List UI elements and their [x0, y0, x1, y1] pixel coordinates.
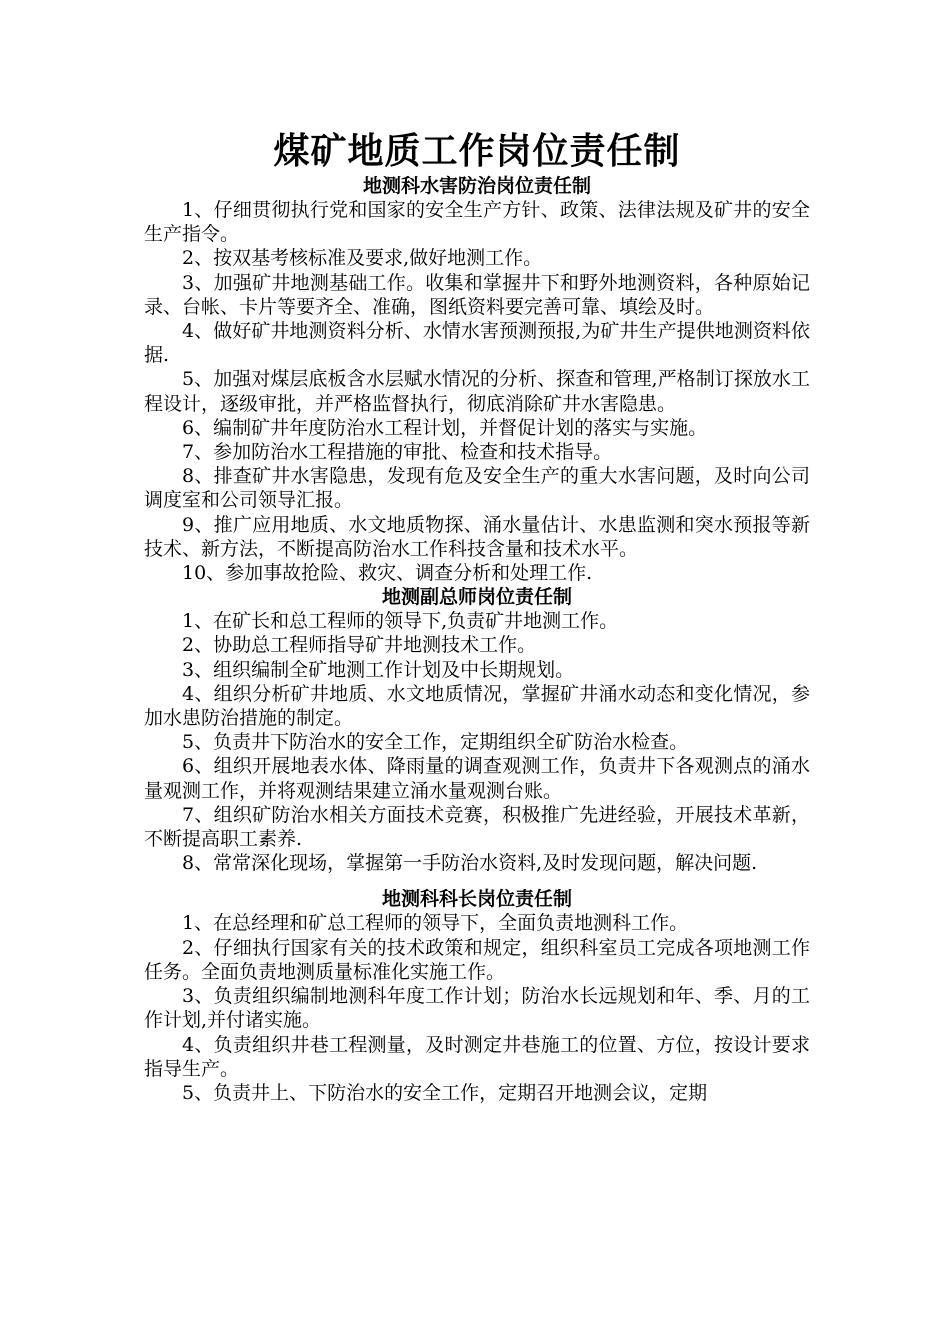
paragraph: 2、仔细执行国家有关的技术政策和规定，组织科室员工完成各项地测工作任务。全面负责地测质量标准化实施工作。 — [144, 936, 810, 983]
section-heading: 地测科科长岗位责任制 — [381, 888, 572, 911]
paragraph: 2、按双基考核标准及要求,做好地测工作。 — [182, 247, 543, 270]
section-section-chief — [144, 887, 810, 1105]
paragraph: 5、负责井上、下防治水的安全工作，定期召开地测会议，定期 — [182, 1081, 708, 1104]
section-water-hazard — [144, 174, 810, 585]
section-heading: 地测科水害防治岗位责任制 — [362, 175, 591, 197]
paragraph: 10、参加事故抢险、救灾、调查分析和处理工作. — [182, 562, 593, 585]
paragraph: 8、排查矿井水害隐患，发现有危及安全生产的重大水害问题，及时向公司调度室和公司领导汇报。 — [144, 465, 810, 512]
document-page — [144, 128, 810, 1105]
paragraph: 4、负责组织井巷工程测量，及时测定井巷施工的位置、方位，按设计要求指导生产。 — [144, 1033, 810, 1080]
paragraph: 6、组织开展地表水体、降雨量的调查观测工作，负责井下各观测点的涌水量观测工作，并将观测结果建立涌水量观测台账。 — [144, 755, 810, 802]
paragraph: 8、常常深化现场，掌握第一手防治水资料,及时发现问题，解决问题. — [182, 852, 758, 875]
paragraph: 5、加强对煤层底板含水层赋水情况的分析、探查和管理,严格制订探放水工程设计，逐级审批，并严格监督执行，彻底消除矿井水害隐患。 — [144, 368, 810, 415]
paragraph: 5、负责井下防治水的安全工作，定期组织全矿防治水检查。 — [182, 731, 689, 754]
paragraph: 1、在总经理和矿总工程师的领导下，全面负责地测科工作。 — [182, 912, 689, 935]
paragraph: 9、推广应用地质、水文地质物探、涌水量估计、水患监测和突水预报等新技术、新方法，不断提高防治水工作科技含量和技术水平。 — [144, 513, 810, 560]
paragraph: 3、组织编制全矿地测工作计划及中长期规划。 — [182, 658, 575, 681]
paragraph: 1、仔细贯彻执行党和国家的安全生产方针、政策、法律法规及矿井的安全生产指令。 — [144, 199, 810, 246]
paragraph: 7、组织矿防治水相关方面技术竞赛，积极推广先进经验，开展技术革新，不断提高职工素养. — [144, 803, 810, 851]
section-deputy-chief — [144, 585, 810, 875]
document-title: 煤矿地质工作岗位责任制 — [273, 130, 681, 172]
paragraph: 3、加强矿井地测基础工作。收集和掌握井下和野外地测资料，各种原始记录、台帐、卡片等要齐全、准确，图纸资料要完善可靠、填绘及时。 — [144, 271, 810, 318]
paragraph: 4、组织分析矿井地质、水文地质情况，掌握矿井涌水动态和变化情况，参加水患防治措施的制定。 — [144, 682, 810, 730]
paragraph: 4、做好矿井地测资料分析、水情水害预测预报,为矿井生产提供地测资料依据. — [144, 320, 810, 367]
paragraph: 1、在矿长和总工程师的领导下,负责矿井地测工作。 — [182, 610, 619, 633]
section-heading: 地测副总师岗位责任制 — [381, 586, 572, 609]
paragraph: 7、参加防治水工程措施的审批、检查和技术指导。 — [182, 441, 613, 464]
paragraph: 2、协助总工程师指导矿井地测技术工作。 — [182, 634, 537, 657]
section-spacer — [144, 875, 810, 887]
paragraph: 6、编制矿井年度防治水工程计划，并督促计划的落实与实施。 — [182, 416, 708, 439]
paragraph: 3、负责组织编制地测科年度工作计划；防治水长远规划和年、季、月的工作计划,并付诸实施。 — [144, 985, 810, 1032]
